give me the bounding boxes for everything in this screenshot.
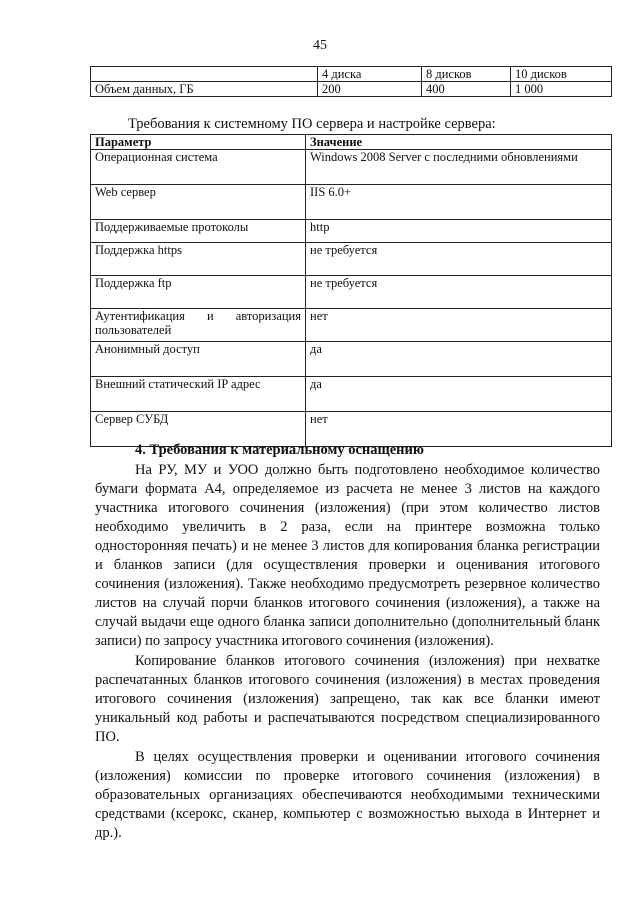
data-volume-table — [90, 66, 612, 97]
table-row — [91, 185, 612, 220]
table-cell: Сервер СУБД — [91, 412, 306, 447]
table-cell: не требуется — [306, 276, 612, 309]
table-cell: Объем данных, ГБ — [91, 82, 318, 97]
server-requirements-table — [90, 134, 612, 447]
table-cell: Аутентификация и авторизация пользователей — [91, 309, 306, 342]
table-cell: 1 000 — [511, 82, 612, 97]
table-cell — [91, 67, 318, 82]
table-cell: Поддержка ftp — [91, 276, 306, 309]
table-cell: 200 — [318, 82, 422, 97]
paragraph — [95, 748, 600, 843]
table-cell: да — [306, 342, 612, 377]
table-row — [91, 342, 612, 377]
table-row — [91, 243, 612, 276]
paragraph-text: В целях осуществления проверки и оценивании итогового сочинения (изложения) комиссии по проверке итогового сочинения (изложения) в образовательных организациях обеспечиваются необходимыми техническими средствами (ксерокс, сканер, компьютер с возможностью выхода в Интернет и др.). — [95, 749, 600, 841]
table-cell: 8 дисков — [422, 67, 511, 82]
table-row — [91, 220, 612, 243]
table-cell: Windows 2008 Server с последними обновлениями — [306, 150, 612, 185]
table-row — [91, 276, 612, 309]
paragraph-text: Копирование бланков итогового сочинения (изложения) при нехватке распечатанных бланков итогового сочинения (изложения) в местах проведения итогового сочинения (изложения) запрещено, так как все бланки имеют уникальный код работы и распечатываются посредством специализированного ПО. — [95, 653, 600, 745]
table-cell: http — [306, 220, 612, 243]
table-cell: не требуется — [306, 243, 612, 276]
page-number: 45 — [313, 38, 327, 53]
table-cell: нет — [306, 412, 612, 447]
paragraph — [95, 652, 600, 747]
table-cell: Поддержка https — [91, 243, 306, 276]
section-heading: 4. Требования к материальному оснащению — [135, 442, 424, 458]
table-cell: 4 диска — [318, 67, 422, 82]
table-cell: 400 — [422, 82, 511, 97]
column-header-param: Параметр — [91, 135, 306, 150]
table-cell: Внешний статический IP адрес — [91, 377, 306, 412]
paragraph-text: На РУ, МУ и УОО должно быть подготовлено необходимое количество бумаги формата А4, определяемое из расчета не менее 3 листов на каждого участника итогового сочинения (изложения) (при этом количество листов необходимо увеличить в 2 раза, если на принтере возможна только односторонняя печать) и не менее 3 листов для копирования бланка регистрации и бланков записи (для осуществления проверки и оценивания итогового сочинения (изложения). Также необходимо предусмотреть резервное количество листов на случай порчи бланков итогового сочинения (изложения), а также на случай выдачи еще одного бланка записи дополнительно (дополнительный бланк записи) по запросу участника итогового сочинения (изложения). — [95, 462, 600, 649]
table-row — [91, 67, 612, 82]
paragraph — [95, 461, 600, 651]
table-cell: Операционная система — [91, 150, 306, 185]
column-header-value: Значение — [306, 135, 612, 150]
table-cell: Web сервер — [91, 185, 306, 220]
table-caption: Требования к системному ПО сервера и настройке сервера: — [128, 116, 496, 132]
table-cell: Поддерживаемые протоколы — [91, 220, 306, 243]
table-row — [91, 82, 612, 97]
table-row — [91, 309, 612, 342]
table-cell: да — [306, 377, 612, 412]
table-row — [91, 377, 612, 412]
table-cell: 10 дисков — [511, 67, 612, 82]
table-row — [91, 150, 612, 185]
table-cell: IIS 6.0+ — [306, 185, 612, 220]
table-header-row — [91, 135, 612, 150]
table-cell: Анонимный доступ — [91, 342, 306, 377]
table-cell: нет — [306, 309, 612, 342]
